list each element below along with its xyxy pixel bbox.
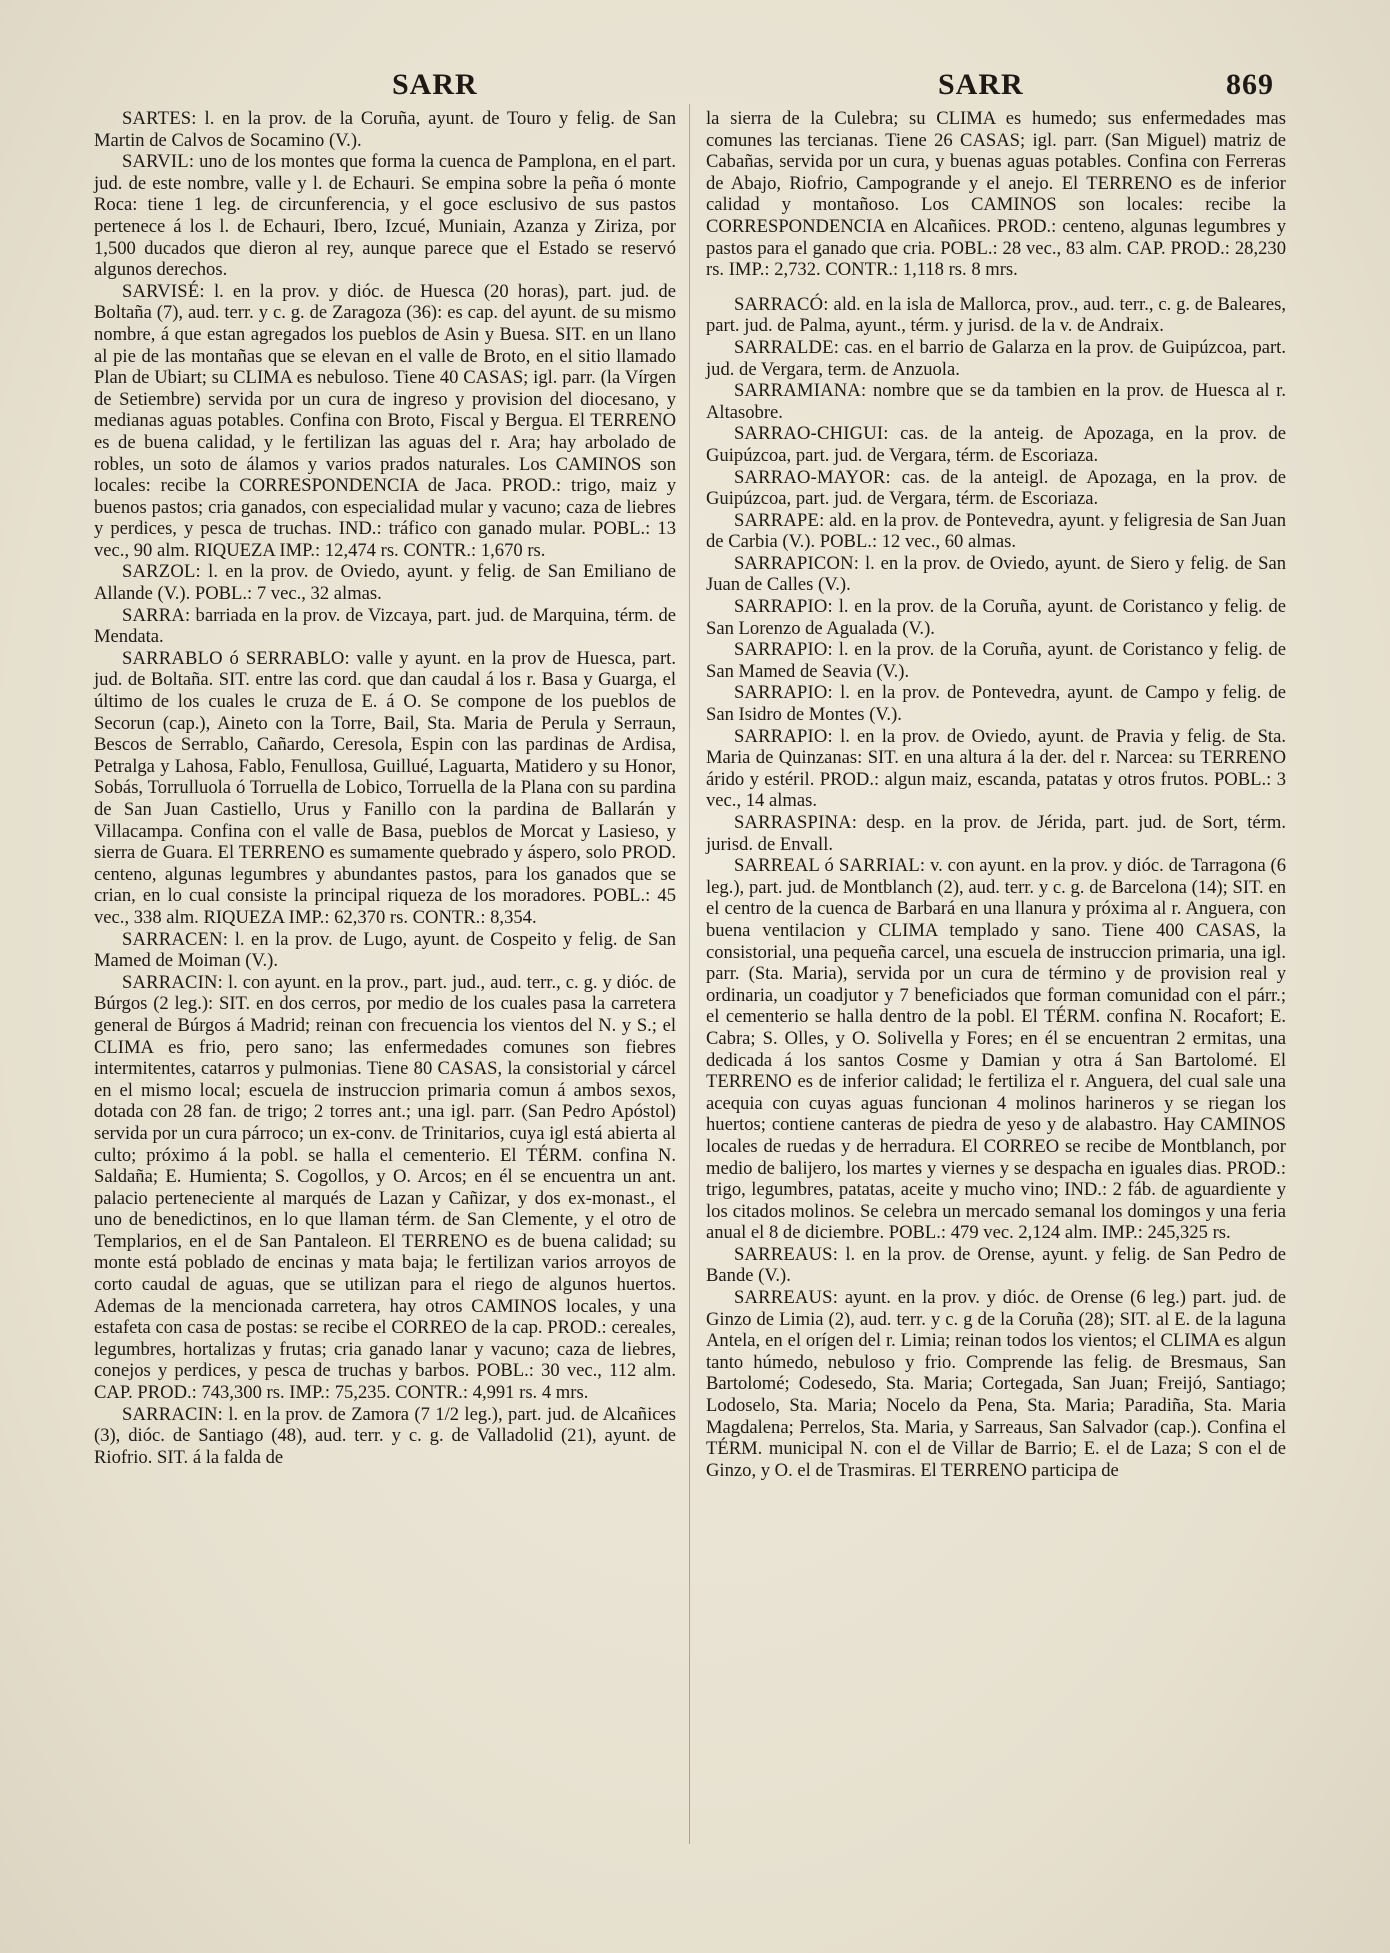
entry bbox=[706, 553, 1286, 596]
entry-body: l. en la prov. de la Coruña, ayunt. de Coristanco y felig. de San Lorenzo de Agualada (V.). bbox=[706, 596, 1286, 639]
entry-body: ayunt. en la prov. y dióc. de Orense (6 leg.) part. jud. de Ginzo de Limia (2), aud. terr. y c. g de la Coruña (28); SIT. al E. de la laguna Antela, en el orígen del r. Limia; reinan todos los vientos; el CLIMA es algun tanto húmedo, nebuloso y frio. Comprende las felig. de Bresmaus, San Bartolomé; Codesedo, Sta. Maria; Cortegada, San Juan; Freijó, Santiago; Lodoselo, Sta. Maria; Nocelo da Pena, Sta. Maria; Paradiña, Sta. Maria Magdalena; Perrelos, Sta. Maria, y Sarreaus, San Salvador (cap.). Confina el TÉRM. municipal N. con el de Villar de Barrio; E. el de Laza; S con el de Ginzo, y O. el de Trasmiras. El TERRENO participa de bbox=[706, 1287, 1286, 1481]
entry bbox=[706, 1287, 1286, 1481]
entry-headword: SARTES: bbox=[122, 108, 197, 129]
entry-body: l. en la prov. de Orense, ayunt. y felig. de San Pedro de Bande (V.). bbox=[706, 1243, 1286, 1287]
entry-headword: SARVIL: bbox=[122, 151, 195, 173]
entry bbox=[706, 337, 1286, 380]
entry bbox=[706, 855, 1286, 1244]
entry-body: ald. en la isla de Mallorca, prov., aud. terr., c. g. de Baleares, part. jud. de Palma, ayunt., térm. y jurisd. de la v. de Andraix. bbox=[706, 293, 1286, 337]
running-head-left: SARR bbox=[392, 68, 478, 101]
entry bbox=[94, 108, 676, 151]
entry-headword: SARREAL ó SARRIAL: bbox=[734, 855, 926, 877]
entry bbox=[94, 929, 676, 972]
entry-headword: SARRACIN: bbox=[122, 1403, 223, 1425]
entry bbox=[706, 467, 1286, 510]
page-number: 869 bbox=[1226, 68, 1274, 101]
entry-body: l. con ayunt. en la prov., part. jud., aud. terr., c. g. y dióc. de Búrgos (2 leg.): SIT. en dos cerros, por medio de los cuales pasa la carretera general de Búrgos á Madrid; reinan con frecuencia los vientos del N. y S.; el CLIMA es frio, pero sano; las enfermedades comunes son fiebres intermitentes, catarros y pulmonias. Tiene 80 CASAS, la consistorial y cárcel en el mismo local; escuela de instruccion primaria comun á ambos sexos, dotada con 28 fan. de trigo; 2 torres ant.; una igl. parr. (San Pedro Apóstol) servida por un cura párroco; un ex-conv. de Trinitarios, cuya igl está abierta al culto; próximo á la pobl. se halla el cementerio. El TÉRM. confina N. Saldaña; E. Humienta; S. Cogollos, y O. Arcos; en él se encuentra un ant. palacio perteneciente al marqués de Lazan y Cañizar, y dos ex-monast., el uno de benedictinos, en lo que llaman térm. de San Clemente, y el otro de Templarios, en el de San Pantaleon. El TERRENO es de buena calidad; su monte está poblado de encinas y mata baja; le fertilizan varios arroyos de corto caudal de aguas, que se utilizan para el riego de algunos huertos. Ademas de la mencionada carretera, hay otros CAMINOS locales, y una estafeta con casa de postas: se recibe el CORREO de la cap. PROD.: cereales, legumbres, hortalizas y frutas; cria ganado lanar y vacuno; caza de liebres, conejos y perdices, y pesca de truchas y barbos. POBL.: 30 vec., 112 alm. CAP. PROD.: 743,300 rs. IMP.: 75,235. CONTR.: 4,991 rs. 4 mrs. bbox=[94, 971, 676, 1404]
column-divider bbox=[689, 104, 690, 1844]
entry-body: l. en la prov. de Oviedo, ayunt. y felig. de San Emiliano de Allande (V.). POBL.: 7 vec., 32 almas. bbox=[94, 561, 676, 605]
entry bbox=[94, 648, 676, 929]
entry-body: valle y ayunt. en la prov de Huesca, part. jud. de Boltaña. SIT. entre las cord. que dan caudal á los r. Basa y Guarga, el último de los cuales le cruza de E. á O. Se compone de los pueblos de Secorun (cap.), Aineto con la Torre, Bail, Sta. Maria de Perula y Serraun, Bescos de Serrablo, Cañardo, Ceresola, Espin con las pardinas de Ardisa, Petralga y Lahosa, Fablo, Fenullosa, Guillué, Laguarta, Matidero y su Honor, Sobás, Torrulluola ó Torruella de Lobico, Torruella de la Plana con su pardina de San Juan Castiello, Urus y Fanillo con la pardina de Ballarán y Villacampa. Confina con el valle de Basa, pueblos de Morcat y Lasieso, y sierra de Guara. El TERRENO es sumamente quebrado y áspero, solo PROD. centeno, algunas legumbres y abundantes pastos, para los ganados que se crian, en lo cual consiste la principal riqueza de los moradores. POBL.: 45 vec., 338 alm. RIQUEZA IMP.: 62,370 rs. CONTR.: 8,354. bbox=[94, 647, 676, 928]
entry-body: l. en la prov. de Lugo, ayunt. de Cospeito y felig. de San Mamed de Moiman (V.). bbox=[94, 928, 676, 972]
entry bbox=[94, 1404, 676, 1469]
entry-body: l. en la prov. de la Coruña, ayunt. de Touro y felig. de San Martin de Calvos de Socamino (V.). bbox=[94, 108, 676, 151]
entry-body: cas. de la anteig. de Apozaga, en la prov. de Guipúzcoa, part. jud. de Vergara, térm. de Escoriaza. bbox=[706, 423, 1286, 466]
entry bbox=[94, 605, 676, 648]
entry-body: nombre que se da tambien en la prov. de Huesca al r. Altasobre. bbox=[706, 380, 1286, 423]
entry-body: l. en la prov. de la Coruña, ayunt. de Coristanco y felig. de San Mamed de Seavia (V.). bbox=[706, 639, 1286, 682]
entry-body: desp. en la prov. de Jérida, part. jud. de Sort, térm. jurisd. de Envall. bbox=[706, 812, 1286, 855]
entry bbox=[706, 639, 1286, 682]
entry-headword: SARRAO-CHIGUI: bbox=[734, 423, 889, 445]
entry-headword: SARRAPIO: bbox=[734, 639, 833, 661]
entry-body: l. en la prov. de Oviedo, ayunt. de Pravia y felig. de Sta. Maria de Quinzanas: SIT. en una altura á la der. del r. Narcea: su TERRENO árido y estéril. PROD.: algun maiz, escanda, patatas y otros frutos. POBL.: 3 vec., 14 almas. bbox=[706, 725, 1286, 812]
entry bbox=[706, 380, 1286, 423]
entry bbox=[94, 281, 676, 562]
entry-headword: SARRABLO ó SERRABLO: bbox=[122, 647, 350, 669]
entry-headword: SARRAPIO: bbox=[734, 596, 833, 618]
entry-body: uno de los montes que forma la cuenca de Pamplona, en el part. jud. de este nombre, valle y l. de Echauri. Se empina sobre la peña ó monte Roca: tiene 1 leg. de circunferencia, y el goce esclusivo de sus pastos pertenece á los l. de Echauri, Ibero, Izcué, Muniain, Azanza y Ziriza, por 1,500 ducados que dieron al rey, aunque parece que el Estado se reservó algunos derechos. bbox=[94, 151, 676, 281]
left-column bbox=[94, 108, 676, 1468]
entry-body: l. en la prov. y dióc. de Huesca (20 horas), part. jud. de Boltaña (7), aud. terr. y c. g. de Zaragoza (36): es cap. del ayunt. de su mismo nombre, á que estan agregados los pueblos de Asin y Buesa. SIT. en un llano al pie de las montañas que se elevan en el valle de Broto, en el sitio llamado Plan de Ubiart; su CLIMA es nebuloso. Tiene 40 CASAS; igl. parr. (la Vírgen de Setiembre) servida por un cura de ingreso y provision del diocesano, y medianas aguas potables. Confina con Broto, Fiscal y Bergua. El TERRENO es de buena calidad, y le fertilizan las aguas del r. Ara; hay arbolado de robles, un soto de álamos y varios prados naturales. Los CAMINOS son locales: recibe la CORRESPONDENCIA de Jaca. PROD.: trigo, maiz y buenos pastos; cria ganados, con especialidad mular y vacuno; caza de liebres y perdices, y pesca de truchas. IND.: tráfico con ganado mular. POBL.: 13 vec., 90 alm. RIQUEZA IMP.: 12,474 rs. CONTR.: 1,670 rs. bbox=[94, 280, 676, 561]
entry bbox=[706, 423, 1286, 466]
entry bbox=[706, 294, 1286, 337]
entry-headword: SARREAUS: bbox=[734, 1243, 839, 1265]
entry-body: l. en la prov. de Oviedo, ayunt. de Siero y felig. de San Juan de Calles (V.). bbox=[706, 552, 1286, 596]
entry bbox=[706, 812, 1286, 855]
entry-headword: SARREAUS: bbox=[734, 1287, 839, 1309]
entry-headword: SARRALDE: bbox=[734, 336, 840, 358]
entry-headword: SARRACÓ: bbox=[734, 293, 829, 315]
entry-body: barriada en la prov. de Vizcaya, part. jud. de Marquina, térm. de Mendata. bbox=[94, 604, 676, 648]
entry-body: l. en la prov. de Zamora (7 1/2 leg.), part. jud. de Alcañices (3), dióc. de Santiago (48), aud. terr. y c. g. de Valladolid (21), ayunt. de Riofrio. SIT. á la falda de bbox=[94, 1403, 676, 1468]
entry-body: cas. en el barrio de Galarza en la prov. de Guipúzcoa, part. jud. de Vergara, term. de Anzuola. bbox=[706, 336, 1286, 380]
entry-headword: SARRASPINA: bbox=[734, 812, 858, 833]
entry bbox=[94, 151, 676, 281]
entry-headword: SARRA: bbox=[122, 604, 191, 626]
entry-headword: SARRAPE: bbox=[734, 509, 825, 531]
running-head-center: SARR bbox=[938, 68, 1024, 101]
entry bbox=[706, 510, 1286, 553]
entry bbox=[706, 1244, 1286, 1287]
entry-headword: SARZOL: bbox=[122, 561, 201, 583]
entry-headword: SARRACEN: bbox=[122, 928, 229, 950]
entry bbox=[706, 596, 1286, 639]
entry-headword: SARRAPIO: bbox=[734, 682, 833, 704]
entry-headword: SARRAO-MAYOR: bbox=[734, 466, 891, 488]
entry-headword: SARRAPICON: bbox=[734, 552, 860, 574]
entry-body: cas. de la anteigl. de Apozaga, en la prov. de Guipúzcoa, part. jud. de Vergara, térm. de Escoriaza. bbox=[706, 466, 1286, 510]
entry-body: ald. en la prov. de Pontevedra, ayunt. y feligresia de San Juan de Carbia (V.). POBL.: 12 vec., 60 almas. bbox=[706, 509, 1286, 553]
entry-headword: SARRAMIANA: bbox=[734, 380, 867, 402]
entry-headword: SARRAPIO: bbox=[734, 725, 833, 747]
entry bbox=[94, 972, 676, 1404]
entry bbox=[706, 682, 1286, 725]
entry-headword: SARRACIN: bbox=[122, 971, 223, 993]
right-column bbox=[706, 108, 1286, 1481]
entry-continuation bbox=[706, 108, 1286, 281]
entry-headword: SARVISÉ: bbox=[122, 280, 205, 302]
entry-body: la sierra de la Culebra; su CLIMA es humedo; sus enfermedades mas comunes las tercianas. Tiene 26 CASAS; igl. parr. (San Miguel) matriz de Cabañas, servida por un cura, y buenas aguas potables. Confina con Ferreras de Abajo, Riofrio, Campogrande y el anejo. El TERRENO es de inferior calidad y montañoso. Los CAMINOS son locales: recibe la CORRESPONDENCIA en Alcañices. PROD.: centeno, algunas legumbres y pastos para el ganado que cria. POBL.: 28 vec., 83 alm. CAP. PROD.: 28,230 rs. IMP.: 2,732. CONTR.: 1,118 rs. 8 mrs. bbox=[706, 108, 1286, 281]
entry-body: v. con ayunt. en la prov. y dióc. de Tarragona (6 leg.), part. jud. de Montblanch (2), aud. terr. y c. g. de Barcelona (14); SIT. en el centro de la cuenca de Barbará en una llanura y próxima al r. Anguera, con buena ventilacion y CLIMA templado y sano. Tiene 400 CASAS, la consistorial, una pequeña carcel, una escuela de instruccion primaria, una igl. parr. (Sta. Maria), servida por un cura de término y de provision real y ordinaria, un coadjutor y 7 beneficiados que forman comunidad con el párr.; el cementerio se halla dentro de la pobl. El TÉRM. confina N. Rocafort; E. Cabra; S. Olles, y O. Solivella y Fores; en él se encuentran 2 ermitas, una dedicada á los santos Cosme y Damian y otra á San Bartolomé. El TERRENO es de inferior calidad; le fertiliza el r. Anguera, del cual sale una acequia con cuyas aguas funcionan 4 molinos harineros y se riegan los huertos; contiene canteras de piedra de yeso y de alabastro. Hay CAMINOS locales de ruedas y de herradura. El CORREO se recibe de Montblanch, por medio de balijero, los martes y viernes y se despacha en iguales dias. PROD.: trigo, legumbres, patatas, aceite y mucho vino; IND.: 2 fáb. de aguardiente y los citados molinos. Se celebra un mercado semanal los domingos y una feria anual el 8 de diciembre. POBL.: 479 vec. 2,124 alm. IMP.: 245,325 rs. bbox=[706, 855, 1286, 1244]
entry bbox=[94, 561, 676, 604]
entry bbox=[706, 726, 1286, 812]
entry-body: l. en la prov. de Pontevedra, ayunt. de Campo y felig. de San Isidro de Montes (V.). bbox=[706, 682, 1286, 726]
